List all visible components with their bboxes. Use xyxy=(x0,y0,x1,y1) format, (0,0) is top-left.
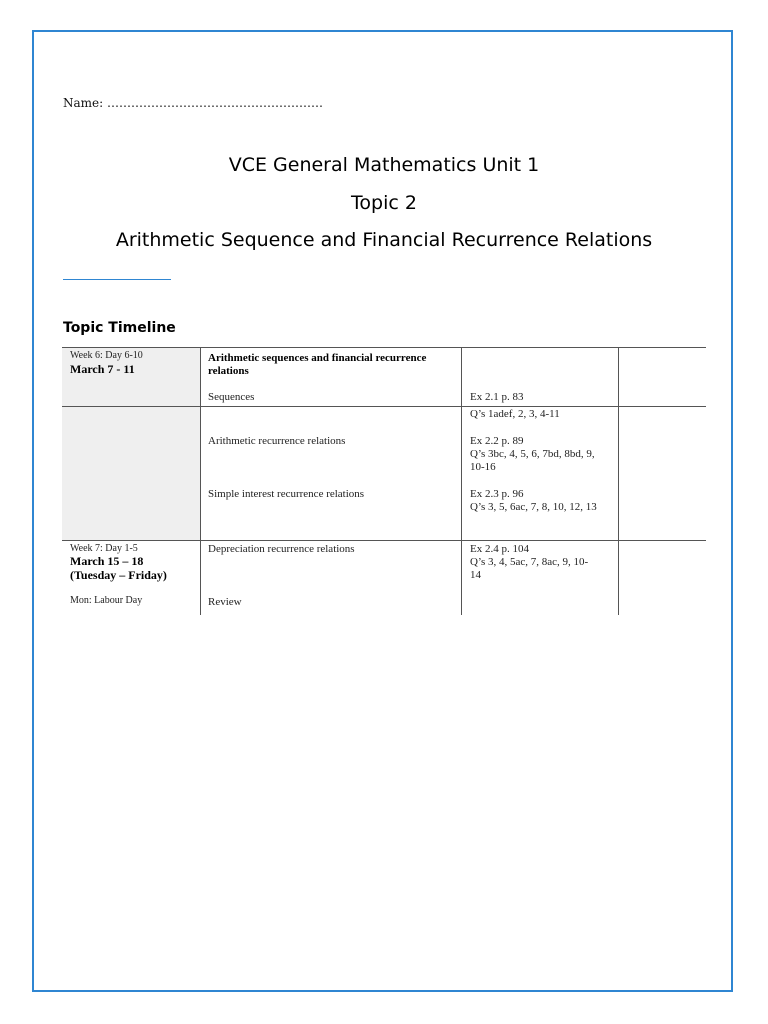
row3-dates-line1: March 15 – 18 xyxy=(70,554,144,568)
row1-dates: March 7 - 11 xyxy=(70,362,135,376)
row2-topic-b: Simple interest recurrence relations xyxy=(208,488,365,500)
row2-questions-a-line2: 10-16 xyxy=(470,461,496,473)
row3-questions-a-line2: 14 xyxy=(470,569,481,581)
row1-exercise: Ex 2.1 p. 83 xyxy=(470,391,524,403)
table-col-divider-2 xyxy=(461,347,462,615)
row2-questions-carry: Q’s 1adef, 2, 3, 4-11 xyxy=(470,408,560,420)
week-cell-shade-row2 xyxy=(62,407,200,540)
row3-note: Mon: Labour Day xyxy=(70,595,143,606)
table-col-divider-3 xyxy=(618,347,619,615)
row1-topic-heading-line1: Arithmetic sequences and financial recurrence xyxy=(208,352,427,364)
table-rule-top xyxy=(62,347,706,348)
row3-dates-line2: (Tuesday – Friday) xyxy=(70,568,167,582)
row1-sub-topic: Sequences xyxy=(208,391,255,403)
row1-topic-heading-line2: relations xyxy=(208,365,249,377)
table-col-divider-1 xyxy=(200,347,201,615)
row1-week: Week 6: Day 6-10 xyxy=(70,350,143,361)
topic-title: Arithmetic Sequence and Financial Recurrence Relations xyxy=(115,229,653,251)
row2-questions-b: Q’s 3, 5, 6ac, 7, 8, 10, 12, 13 xyxy=(470,501,597,513)
table-rule-row1-bottom xyxy=(62,406,706,407)
topic-number: Topic 2 xyxy=(351,192,417,214)
name-field: Name: ……………………………………………… xyxy=(63,96,323,110)
row2-exercise-b: Ex 2.3 p. 96 xyxy=(470,488,524,500)
row3-topic-a: Depreciation recurrence relations xyxy=(208,543,355,555)
row3-exercise-a: Ex 2.4 p. 104 xyxy=(470,543,529,555)
table-rule-row2-bottom xyxy=(62,540,706,541)
timeline-table xyxy=(62,347,706,615)
row2-exercise-a: Ex 2.2 p. 89 xyxy=(470,435,524,447)
row3-questions-a-line1: Q’s 3, 4, 5ac, 7, 8ac, 9, 10- xyxy=(470,556,589,568)
row2-questions-a-line1: Q’s 3bc, 4, 5, 6, 7bd, 8bd, 9, xyxy=(470,448,595,460)
row3-week: Week 7: Day 1-5 xyxy=(70,543,138,554)
row3-topic-b: Review xyxy=(208,596,242,608)
document-title: VCE General Mathematics Unit 1 xyxy=(228,154,540,176)
divider xyxy=(63,279,171,280)
section-heading: Topic Timeline xyxy=(63,320,176,336)
row2-topic-a: Arithmetic recurrence relations xyxy=(208,435,346,447)
